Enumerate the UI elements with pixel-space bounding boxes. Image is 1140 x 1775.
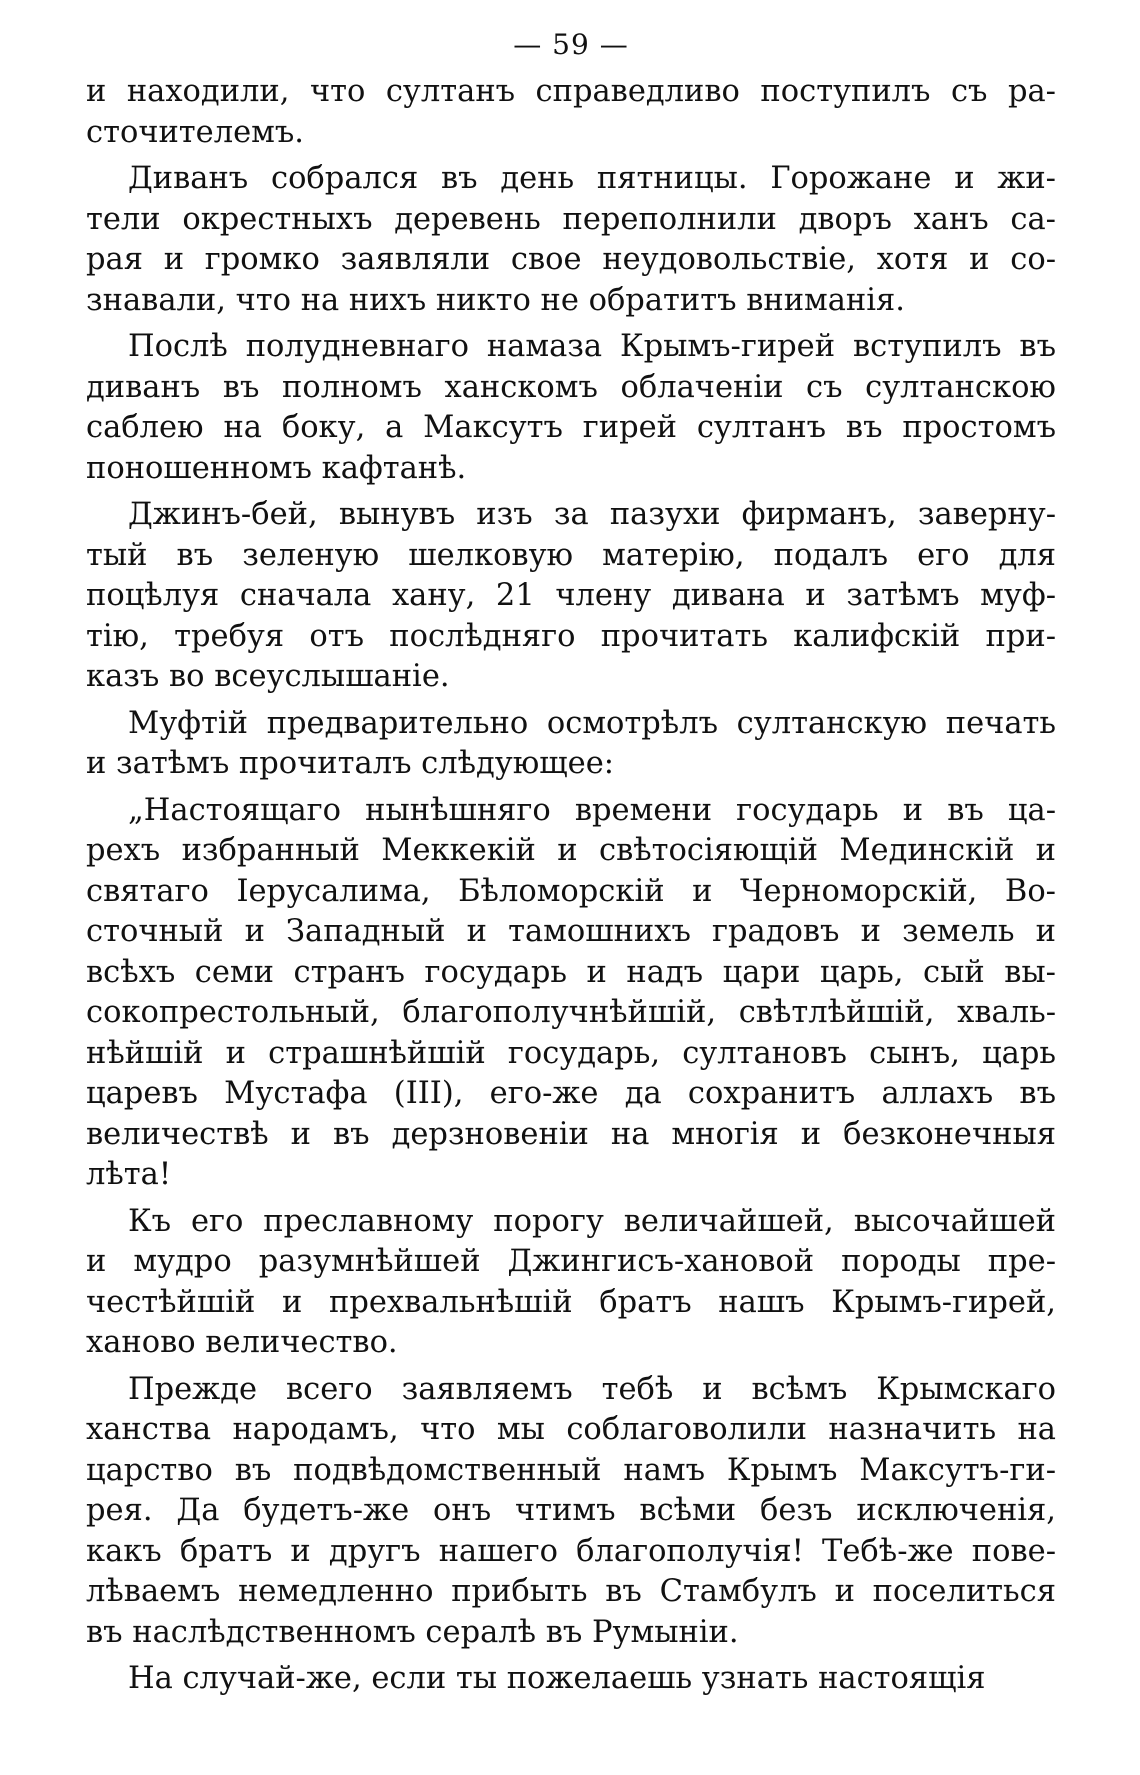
text-line: тый въ зеленую шелковую матерію, подалъ его для [86,537,1056,573]
book-page [86,28,1056,1748]
text-line: Диванъ собрался въ день пятницы. Горожане и жи- [128,161,1056,196]
text-line: рея. Да будетъ-же онъ чтимъ всѣми безъ исключенія, [86,1493,1056,1528]
text-line: всѣхъ семи странъ государь и надъ цари царь, сый вы- [86,954,1056,990]
text-line: святаго Іерусалима, Бѣломорскій и Черноморскій, Во- [86,873,1056,909]
paragraph [86,1370,1056,1654]
text-line: Джинъ-бей, вынувъ изъ за пазухи фирманъ, заверну- [128,497,1056,532]
text-line: саблею на боку, а Максутъ гирей султанъ въ простомъ [86,410,1056,445]
text-line: царство въ подвѣдомственный намъ Крымъ Максутъ-ги- [86,1452,1056,1488]
text-line: величествѣ и въ дерзновеніи на многія и безконечныя [86,1116,1056,1152]
paragraph [86,327,1056,489]
text-line: рехъ избранный Меккекій и свѣтосіяющій Мединскій и [86,833,1056,868]
paragraph [86,1202,1056,1364]
text-line: лѣваемъ немедленно прибыть въ Стамбулъ и поселиться [86,1574,1056,1609]
text-line: и мудро разумнѣйшей Джингисъ-хановой породы пре- [86,1244,1056,1279]
text-line: честѣйшій и прехвальнѣшій братъ нашъ Крымъ-гирей, [86,1284,1056,1320]
text-line: царевъ Мустафа (III), его-же да сохранитъ аллахъ въ [86,1076,1056,1111]
text-line: Послѣ полудневнаго намаза Крымъ-гирей вступилъ въ [128,329,1056,364]
text-line: лѣта! [86,1157,172,1192]
text-line: „Настоящаго нынѣшняго времени государь и въ ца- [128,792,1056,828]
text-line: рая и громко заявляли свое неудовольствіе, хотя и со- [86,242,1056,277]
text-line: нѣйшій и страшнѣйшій государь, султановъ сынъ, царь [86,1035,1056,1071]
paragraph [86,495,1056,698]
paragraph [86,1659,1056,1700]
text-line: На случай-же, если ты пожелаешь узнать настоящія [128,1661,986,1696]
text-line: Муфтій предварительно осмотрѣлъ султанскую печать [128,705,1056,741]
text-body [86,72,1056,1700]
page-number: — 59 — [513,28,629,61]
text-line: тію, требуя отъ послѣдняго прочитать калифскій при- [86,618,1056,654]
text-line: тели окрестныхъ деревень переполнили дворъ ханъ са- [86,201,1056,237]
text-line: сточителемъ. [86,114,304,150]
text-line: поношенномъ кафтанѣ. [86,450,467,486]
text-line: поцѣлуя сначала хану, 21 члену дивана и затѣмъ муф- [86,578,1056,613]
text-line: какъ братъ и другъ нашего благополучія! Тебѣ-же пове- [86,1533,1056,1569]
text-line: ханства народамъ, что мы соблаговолили назначить на [86,1412,1056,1447]
text-line: знавали, что на нихъ никто не обратитъ вниманія. [86,282,905,318]
paragraph [86,791,1056,1196]
text-line: сточный и Западный и тамошнихъ градовъ и земель и [86,914,1056,949]
text-line: диванъ въ полномъ ханскомъ облаченіи съ султанскою [86,369,1056,405]
text-line: Къ его преславному порогу величайшей, высочайшей [128,1203,1056,1239]
text-line: казъ во всеуслышаніе. [86,659,450,694]
paragraph [86,159,1056,321]
paragraph [86,704,1056,785]
text-line: и затѣмъ прочиталъ слѣдующее: [86,746,615,781]
text-line: и находили, что султанъ справедливо поступилъ съ ра- [86,74,1056,109]
paragraph [86,72,1056,153]
text-line: сокопрестольный, благополучнѣйшій, свѣтлѣйшій, хваль- [86,995,1056,1030]
text-line: Прежде всего заявляемъ тебѣ и всѣмъ Крымскаго [128,1371,1056,1407]
text-line: въ наслѣдственномъ сералѣ въ Румыніи. [86,1614,739,1650]
text-line: ханово величество. [86,1325,398,1360]
